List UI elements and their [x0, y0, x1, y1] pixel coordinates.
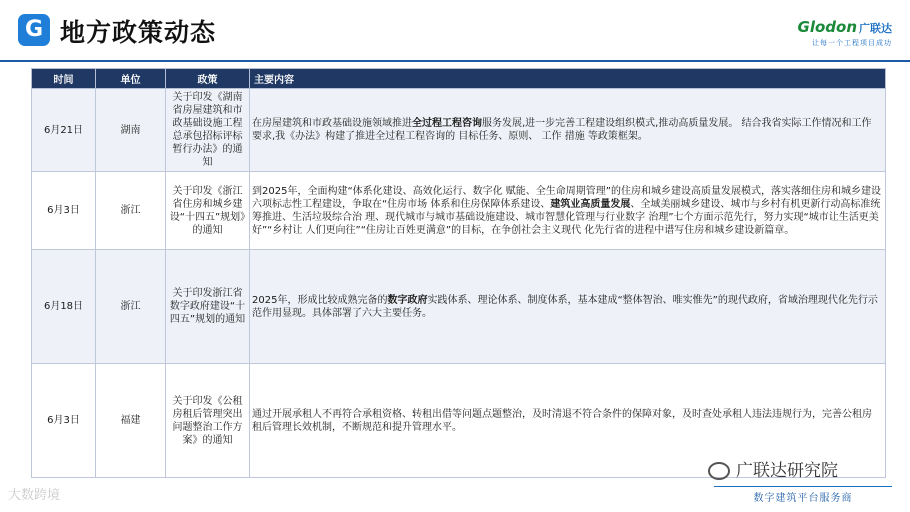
content-text: 、全域美丽城乡建设、城市与乡村有机更新行动高标准统筹推进、生活垃圾综合治 理、现代城市与城市基础设施建设、城市智慧化管理与行业数字 治理”七个方面示范先行，努力实现“城市让生活更美好”“乡村让 人们更向往”“住房让百姓更满意”的目标，在争创社会主义现代 化先行省的进程中谱写住房和城乡建设新篇章。	[252, 198, 881, 236]
logo-letter: G	[24, 17, 44, 42]
cell-content	[250, 250, 886, 364]
table-row	[32, 250, 886, 364]
cell-policy: 关于印发浙江省数字政府建设“十四五”规划的通知	[166, 250, 250, 364]
content-text: 2025年，形成比较成熟完备的	[252, 294, 388, 306]
page-title: 地方政策动态	[60, 18, 217, 47]
cell-policy: 关于印发《浙江省住房和城乡建设“十四五”规划》的通知	[166, 172, 250, 250]
cell-date: 6月3日	[32, 364, 96, 478]
content-highlight: 全过程工程咨询	[412, 118, 482, 129]
cell-unit: 福建	[96, 364, 166, 478]
table-row	[32, 172, 886, 250]
brand-name-cn: 广联达	[859, 22, 892, 35]
cell-date: 6月21日	[32, 89, 96, 172]
column-header-policy: 政策	[166, 69, 250, 89]
brand-name-en: Glodon	[797, 18, 857, 36]
content-text: 到2025年，全面构建“体系化建设、高效化运行、数字化 赋能、全生命周期管理”的住房和城乡建设高质量发展模式，落实落细住房和城乡建设六项标志性工程建设，争取在“住房市场 体系和住房保障体系建设、	[252, 185, 881, 210]
brand-logo	[798, 18, 892, 48]
content-text: 实践体系、理论体系、制度体系，基本建成“整体智治、唯实惟先”的现代政府，省域治理现代化先行示范作用显现。具体部署了六大主要任务。	[252, 294, 878, 319]
cell-date: 6月3日	[32, 172, 96, 250]
cell-unit: 浙江	[96, 250, 166, 364]
watermark-text: 大数跨境	[8, 488, 61, 503]
platform-text: 数字建筑平台服务商	[753, 493, 853, 504]
policy-table	[31, 68, 886, 478]
cell-policy: 关于印发《湖南省房屋建筑和市政基础设施工程总承包招标评标暂行办法》的通知	[166, 89, 250, 172]
wechat-icon	[708, 462, 730, 480]
column-header-unit: 单位	[96, 69, 166, 89]
cell-unit: 浙江	[96, 172, 166, 250]
cell-content	[250, 89, 886, 172]
brand-name	[798, 18, 892, 36]
content-text: 在房屋建筑和市政基础设施领域推进	[252, 118, 412, 129]
table-row	[32, 89, 886, 172]
glodon-logo-icon	[18, 14, 50, 46]
wechat-account-name: 广联达研究院	[736, 461, 838, 481]
cell-policy: 关于印发《公租房租后管理突出问题整治工作方案》的通知	[166, 364, 250, 478]
cell-content	[250, 172, 886, 250]
content-highlight: 建筑业高质量发展	[550, 198, 631, 210]
content-text: 通过开展承租人不再符合承租资格、转租出借等问题点题整治，及时清退不符合条件的保障对象，及时查处承租人违法违规行为，完善公租房租后管理长效机制，不断规范和提升管理水平。	[252, 408, 872, 433]
content-text: 服务发展,进一步完善工程建设组织模式,推动高质量发展。 结合我省实际工作情况和工作要求,我《办法》构建了推进全过程工程咨询的 目标任务、原则、 工作 措施 等政策框架。	[252, 118, 872, 142]
footer-bar	[714, 486, 892, 505]
header-divider	[0, 60, 910, 62]
table-header-row	[32, 69, 886, 89]
cell-date: 6月18日	[32, 250, 96, 364]
brand-slogan: 让每一个工程项目成功	[812, 39, 892, 47]
column-header-date: 时间	[32, 69, 96, 89]
content-highlight: 数字政府	[387, 294, 428, 306]
cell-unit: 湖南	[96, 89, 166, 172]
column-header-content: 主要内容	[250, 69, 886, 89]
wechat-account-badge	[708, 456, 838, 481]
slide-header	[0, 0, 910, 62]
